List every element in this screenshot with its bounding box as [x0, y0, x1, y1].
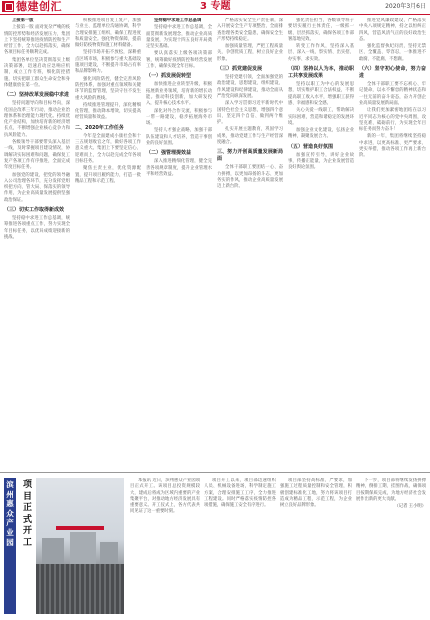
photo-building	[70, 532, 96, 564]
paragraph: 上接第一版 面对复杂严峻的疫情防控形势和经济发展压力，集团上下坚持统筹推进疫情防控和生产经营工作，全力以赴抓落实，确保各项目标任务顺利完成。	[4, 25, 70, 56]
section-heading: （四）坚持以人为本，推动职工共享发展成果	[288, 66, 354, 80]
paragraph: 坚持稳中求进工作总基调，统筹推进各项重点工作，努力实现全年目标任务，以优异成绩迎接新的挑战。	[4, 216, 70, 240]
section-divider	[0, 472, 430, 473]
lead-in: 坚持稳中求进工作总基调	[154, 18, 202, 23]
paragraph: 项目部坚持高标准、严要求，加强施工过程质量控制和安全管理，积极创建标准化工地，努力将该项目打造成为精品工程、示范工程，为企业树立良好品牌形象。	[280, 478, 352, 509]
photo-building	[100, 542, 118, 564]
feature-title: 项目正式开工	[22, 480, 32, 548]
article-column-4	[217, 18, 283, 470]
paragraph: 让我们更加紧密地团结在以习近平同志为核心的党中央周围，攻坚克难、砥砺前行，为实现全年目标任务而努力奋斗！	[359, 108, 426, 133]
byline: （记者 王小明）	[394, 504, 426, 510]
page-label: 3 专题	[200, 1, 231, 12]
feature-photo	[36, 478, 124, 614]
feature-column-4	[356, 478, 426, 614]
logo-icon	[2, 1, 14, 12]
paragraph: 积极推进项目复工复产，加强与业主、监理单位沟通协调，科学合理安排施工组织，确保工程进度和质量安全。强化物资保障，提前做好防疫物资和施工材料储备。	[75, 18, 141, 49]
photo-crowd	[36, 564, 124, 614]
photo-banner	[56, 526, 104, 530]
paragraph: 坚持稳中求进工作总基调，全面贯彻新发展理念，推动企业高质量发展，为实现十四五良好开局奠定坚实基础。	[146, 25, 212, 50]
section-heading: （二）坚持改革发展稳中求进	[4, 92, 70, 99]
paragraph: 关心关爱一线职工，帮助解决实际困难，营造和谐稳定的发展环境。	[288, 108, 354, 126]
paragraph: 坚持人才强企战略，加强干部队伍建设和人才培养，营造干事创业的良好氛围。	[146, 128, 212, 147]
paragraph: 转变工作作风，坚持深入基层、深入一线，察实情、出实招、办实事、求实效。	[288, 44, 354, 62]
paper-name: 德建创汇	[16, 0, 62, 13]
feature-column-1	[130, 478, 200, 614]
paragraph: 坚持以职工为中心的发展思想，切实维护职工合法权益，不断提高职工收入水平，增强职工获得感、幸福感和安全感。	[288, 82, 354, 106]
paragraph: 强化责任担当，各级领导班子要切实履行主体责任，一级抓一级、层层抓落实，确保各项工作部署落地见效。	[288, 18, 354, 42]
article-column-5	[288, 18, 354, 470]
paragraph	[146, 18, 212, 24]
paragraph: 全体干部职工要不忘初心、牢记使命，以永不懈怠的精神状态和一往无前的奋斗姿态，奋力开创企业高质量发展新局面。	[359, 82, 426, 106]
section-heading: （三）抓党建促发展	[217, 66, 263, 73]
paragraph: 今年是全面建成小康社会和十三五规划收官之年，做好各项工作意义重大。集团上下要坚定信心、迎难而上，全力以赴完成全年各项目标任务。	[75, 133, 141, 164]
paragraph: 加强企业文化建设，弘扬企业精神，凝聚发展合力。	[288, 128, 354, 140]
paragraph: 严格落实安全生产责任制，深入开展安全生产专项整治，全面排查治理各类安全隐患，确保安全生产形势持续稳定。	[217, 18, 283, 42]
article-column-1	[4, 18, 70, 470]
paragraph: 扎实开展主题教育，巩固学习成果，推动党建工作与生产经营深度融合。	[217, 127, 283, 146]
paragraph: 持续推进管理提升，深化精细化管理，推动降本增效，切实提高经营质量和效益。	[75, 102, 141, 121]
paragraph: 全体干部职工要团结一心、奋力拼搏，以更加昂扬的斗志、更加务实的作风，推动企业高质量发展迈上新台阶。	[217, 165, 283, 190]
paragraph: 强化风险防控，健全完善风险防控体系，加强对重点领域和关键环节的监督管理，坚决守住不发生重大风险的底线。	[75, 76, 141, 101]
section-heading: （一）抓发展促转型	[146, 73, 192, 80]
section-heading: （六）坚守初心使命，努力奋进	[359, 66, 426, 80]
photo-building	[42, 538, 64, 564]
paragraph: 深入学习贯彻习近平新时代中国特色社会主义思想，增强四个意识、坚定四个自信、做到两个维护。	[217, 101, 283, 126]
paragraph: 下一步，项目部将继续发扬拼搏精神，倒排工期、挂图作战，确保项目按期保质完成，为地方经济社会发展作出新的更大贡献。	[356, 478, 426, 502]
section-heading: （二）强管理提效益	[146, 150, 192, 157]
paragraph	[4, 18, 70, 24]
paragraph: 本报讯 近日，滨州惠众产业园项目正式开工。该项目总投资规模较大，建成后将成为区域内重要的产业集聚平台，对推动地方经济发展具有重要意义。开工仪式上，各方代表共同见证了这一重要时刻。	[130, 478, 200, 515]
paragraph: 加强党的建设，把党的领导融入公司治理各环节，充分发挥党组织把方向、管大局、保落实的领导作用，为企业高质量发展提供坚强政治保证。	[4, 172, 70, 203]
issue-date: 2020年3月6日	[385, 3, 426, 10]
paragraph: 加强宣传引导，讲好企业故事，传播正能量，为企业发展营造良好舆论氛围。	[288, 152, 354, 171]
paragraph: 强化监督执纪问责，坚持无禁区、全覆盖、零容忍，一体推进不敢腐、不能腐、不想腐。	[359, 44, 426, 62]
paragraph: 坚持市场开拓不放松，深耕重点区域市场，积极参与重大基础设施项目建设，不断提升市场占有率和品牌影响力。	[75, 50, 141, 75]
article-column-3	[146, 18, 212, 470]
paragraph: 深入推进精细化管理，健全完善各项规章制度，提升企业管理水平和经营效益。	[146, 159, 212, 177]
section-heading: （五）营造良好氛围	[288, 143, 334, 150]
article-column-2	[75, 18, 141, 470]
paragraph: 要认真落实上级各项决策部署，统筹做好疫情防控和经营发展工作，确保实现全年目标。	[146, 51, 212, 70]
paragraph: 坚持问题导向和目标导向，深化国企改革三年行动，推动企业治理体系和治理能力现代化。持续优化产业结构，加快培育新的经济增长点，不断增强企业核心竞争力和抗风险能力。	[4, 101, 70, 138]
feature-column-2	[204, 478, 276, 614]
paragraph: 加强质量管理，严把工程质量关，争创优质工程，树立良好企业形象。	[217, 44, 283, 62]
paragraph: 推进党风廉政建设，严格落实中央八项规定精神，持之以恒纠正四风，营造风清气正的良好政治生态。	[359, 18, 426, 42]
paragraph: 各级领导干部要带头深入基层一线，及时掌握项目建设情况，协调解决实际困难和问题，确保复工复产各项工作有序推进，全面完成年度目标任务。	[4, 140, 70, 171]
paragraph: 聚焦主责主业，优化资源配置，提升项目履约能力，打造一批精品工程和示范工程。	[75, 166, 141, 184]
masthead	[0, 0, 430, 15]
paragraph: 加快推进企业转型升级，积极拓展新业务领域，培育新的增长动能。推动科技创新，加大研发投入，提升核心技术水平。	[146, 82, 212, 107]
paragraph: 项目开工以来，项目部迅速组织人员、机械设备进场，科学制定施工方案，合理安排施工工序，全力推进工程建设。同时严格落实疫情防控各项措施，确保施工安全有序进行。	[204, 478, 276, 509]
paragraph: 集团各单位坚决贯彻落实上级决策部署，迅速启动应急响应机制，成立工作专班，细化防控措施，切实把职工群众生命安全和身体健康放在第一位。	[4, 57, 70, 88]
feature-column-3	[280, 478, 352, 614]
section-heading: 三、努力开创高质量发展新局面	[217, 149, 283, 163]
paragraph: 深化对外合作交流，积极参与一带一路建设，稳步拓展海外市场。	[146, 108, 212, 127]
article-column-6	[359, 18, 426, 470]
lead-in: 上接第一版	[12, 18, 34, 23]
paragraph: 坚持党建引领，全面加强党的政治建设、思想建设、组织建设、作风建设和纪律建设，推动全面从严治党向纵深发展。	[217, 75, 283, 99]
section-heading: （三）切实工作取得新成效	[4, 207, 65, 214]
section-heading: 二、2020年工作任务	[75, 124, 124, 131]
paragraph: 新的一年，集团将继续坚持稳中求进，以更高标准、更严要求、更实举措，推动各项工作再上新台阶。	[359, 134, 426, 159]
feature-side-title: 滨州惠众产业园	[6, 480, 14, 547]
